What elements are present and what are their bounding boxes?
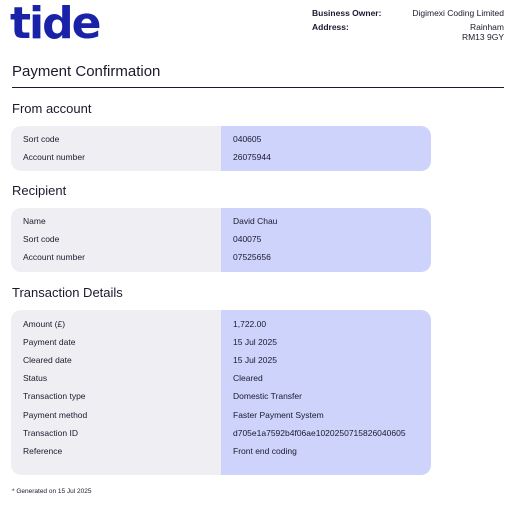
detail-row	[11, 370, 431, 388]
business-owner-row	[312, 8, 504, 19]
detail-value: 1,722.00	[233, 318, 267, 329]
detail-value: David Chau	[233, 215, 278, 226]
recipient-card	[11, 208, 431, 272]
detail-label: Amount (£)	[23, 318, 66, 329]
detail-label: Name	[23, 215, 46, 226]
detail-row	[11, 248, 431, 266]
detail-row	[11, 130, 431, 148]
detail-value: 15 Jul 2025	[233, 336, 277, 347]
detail-label: Cleared date	[23, 354, 72, 365]
transaction-details-card	[11, 310, 431, 475]
transaction-id-value: d705e1a7592b4f06ae1020250715826040605	[233, 427, 406, 438]
detail-label: Payment method	[23, 409, 88, 420]
detail-label: Status	[23, 373, 48, 384]
detail-value: 040075	[233, 233, 262, 244]
recipient-title: Recipient	[12, 183, 67, 198]
business-address-row	[312, 22, 504, 42]
business-owner-label: Business Owner:	[312, 8, 382, 18]
tide-logo: tide	[10, 0, 100, 49]
detail-row	[11, 212, 431, 230]
detail-value: 26075944	[233, 151, 271, 162]
detail-label: Transaction type	[23, 391, 86, 402]
detail-label: Sort code	[23, 133, 60, 144]
detail-value: Faster Payment System	[233, 409, 324, 420]
page-title: Payment Confirmation	[12, 62, 504, 88]
generated-note: * Generated on 15 Jul 2025	[12, 488, 92, 495]
address-line-1: Rainham	[469, 22, 504, 32]
status-value: Cleared	[233, 373, 263, 384]
detail-value: 15 Jul 2025	[233, 354, 277, 365]
detail-row	[11, 388, 431, 406]
business-info	[312, 8, 504, 42]
from-account-title: From account	[12, 101, 92, 116]
from-account-card	[11, 126, 431, 171]
detail-row	[11, 148, 431, 166]
detail-label: Reference	[23, 445, 63, 456]
detail-row	[11, 406, 431, 424]
detail-label: Transaction ID	[23, 427, 78, 438]
detail-value: Domestic Transfer	[233, 391, 302, 402]
business-owner-value: Digimexi Coding Limited	[412, 8, 504, 18]
detail-label: Payment date	[23, 336, 76, 347]
business-address-value	[462, 22, 504, 42]
detail-value: Front end coding	[233, 445, 297, 456]
transaction-details-title: Transaction Details	[12, 285, 123, 300]
detail-value: 07525656	[233, 251, 271, 262]
business-address-label: Address:	[312, 22, 349, 32]
detail-row	[11, 315, 431, 333]
detail-row	[11, 333, 431, 351]
detail-label: Account number	[23, 251, 85, 262]
detail-row	[11, 424, 431, 442]
detail-row	[11, 442, 431, 460]
detail-label: Account number	[23, 151, 85, 162]
detail-row	[11, 351, 431, 369]
address-line-2: RM13 9GY	[461, 32, 504, 42]
detail-row	[11, 230, 431, 248]
detail-label: Sort code	[23, 233, 60, 244]
detail-value: 040605	[233, 133, 262, 144]
